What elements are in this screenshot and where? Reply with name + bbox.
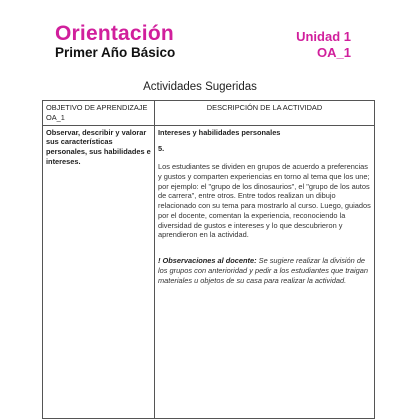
header-objective: OBJETIVO DE APRENDIZAJE OA_1 bbox=[43, 101, 155, 126]
activity-description: Los estudiantes se dividen en grupos de acuerdo a preferencias y gustos y comparten experiencias en torno al tema que los une; por ejemplo: el "grupo de los dinosaurios", el "grupo de los autos de carrera", entre otros. Entre todos realizan un dibujo relacionado con su tema para mostrarlo al curso. Luego, guiados por el docente, comentan la experiencia, reconociendo la diversidad de gustos e intereses y lo que descubrieron y aprendieron en la actividad. bbox=[158, 162, 371, 240]
table-header-row bbox=[43, 101, 375, 126]
oa-label: OA_1 bbox=[317, 45, 351, 60]
table-row bbox=[43, 125, 375, 418]
activities-table bbox=[42, 100, 375, 419]
page-subtitle: Primer Año Básico bbox=[55, 45, 176, 60]
activity-title: Intereses y habilidades personales bbox=[158, 127, 281, 137]
objective-text: Observar, describir y valorar sus características personales, sus habilidades e intereses. bbox=[46, 127, 151, 166]
header-description: DESCRIPCIÓN DE LA ACTIVIDAD bbox=[155, 101, 375, 126]
activity-number: 5. bbox=[158, 144, 165, 154]
teacher-observation bbox=[158, 256, 371, 285]
unit-label: Unidad 1 bbox=[296, 29, 351, 44]
observation-label: ! Observaciones al docente: bbox=[158, 256, 257, 266]
page-header bbox=[0, 0, 400, 70]
objective-cell bbox=[43, 125, 155, 418]
observation-text: Se sugiere realizar la división de los grupos con anterioridad y pedir a los estudiantes que traigan materiales u objetos de su casa para realizar la actividad. bbox=[158, 256, 368, 285]
page-title: Orientación bbox=[55, 22, 174, 45]
activity-cell bbox=[155, 125, 375, 418]
section-title: Actividades Sugeridas bbox=[143, 81, 257, 93]
